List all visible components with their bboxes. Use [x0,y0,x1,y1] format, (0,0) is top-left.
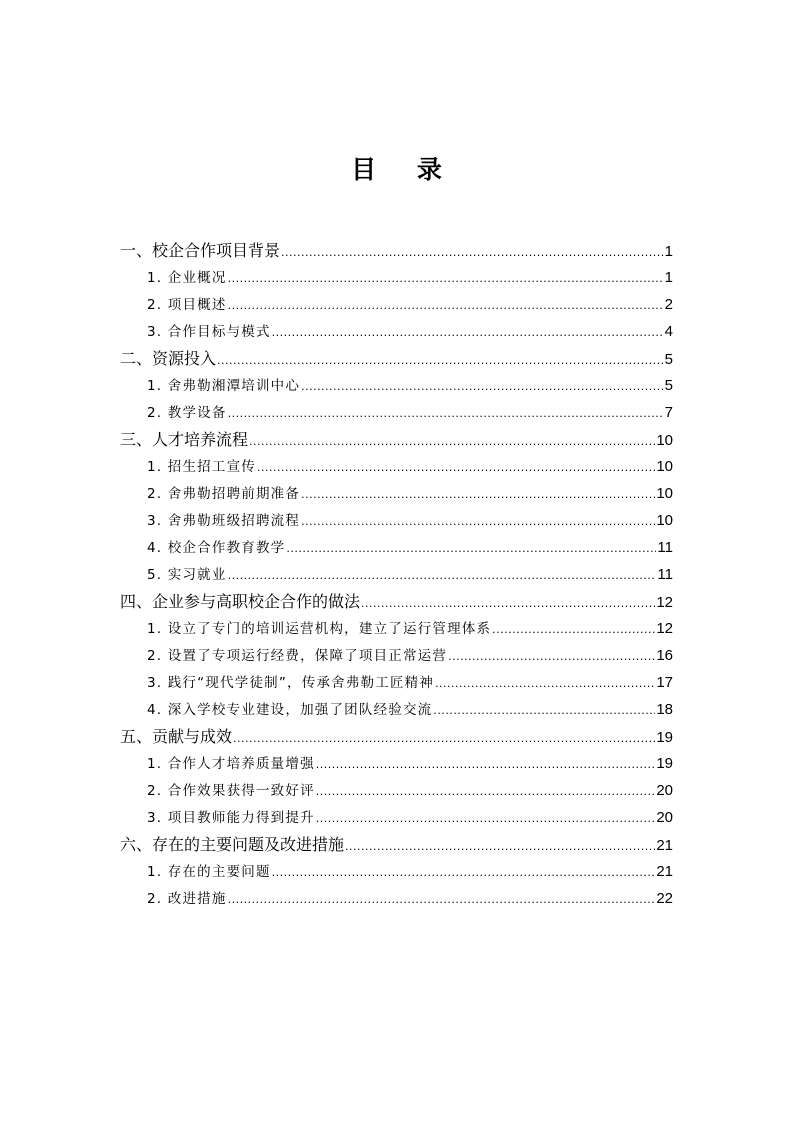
toc-entry-3-2[interactable] [147,480,673,507]
toc-entry-text: 1. 存在的主要问题 [147,864,271,880]
toc-page-number: 1 [664,243,673,260]
toc-entry-4-1[interactable] [147,615,673,642]
toc-entry-text: 1. 合作人才培养质量增强 [147,756,315,772]
toc-page-number: 21 [656,837,673,854]
toc-page-number: 16 [656,647,673,664]
toc-dot-leader [361,590,655,617]
toc-entry-text: 2. 设置了专项运行经费，保障了项目正常运营 [147,648,448,664]
toc-page-number: 22 [656,890,673,907]
toc-entry-5-3[interactable] [147,804,673,831]
toc-entry-text: 4. 校企合作教育教学 [147,540,286,556]
toc-entry-section-3[interactable] [120,426,673,453]
toc-entry-6-2[interactable] [147,885,673,912]
toc-page-number: 19 [656,729,673,746]
toc-entry-text: 1. 企业概况 [147,270,227,286]
toc-page-number: 10 [656,512,673,529]
toc-dot-leader [228,265,664,292]
toc-entry-text: 2. 教学设备 [147,405,227,421]
toc-page-number: 11 [657,539,673,556]
toc-dot-leader [233,725,655,752]
toc-entry-text: 4. 深入学校专业建设，加强了团队经验交流 [147,702,433,718]
toc-dot-leader [301,373,664,400]
toc-entry-text: 2. 合作效果获得一致好评 [147,783,315,799]
toc-entry-4-2[interactable] [147,642,673,669]
toc-page-number: 5 [664,377,673,394]
toc-dot-leader [433,697,655,724]
toc-dot-leader [228,400,664,427]
toc-entry-1-3[interactable] [147,318,673,345]
toc-entry-1-1[interactable] [147,264,673,291]
toc-entry-text: 2. 改进措施 [147,891,227,907]
toc-entry-5-1[interactable] [147,750,673,777]
toc-page-number: 10 [656,432,673,449]
toc-dot-leader [228,292,664,319]
toc-entry-3-1[interactable] [147,453,673,480]
toc-entry-4-4[interactable] [147,696,673,723]
toc-entry-text: 1. 招生招工宣传 [147,459,256,475]
toc-entry-1-2[interactable] [147,291,673,318]
toc-dot-leader [492,616,655,643]
toc-page-number: 11 [657,566,673,583]
toc-entry-text: 3. 践行“现代学徒制”，传承舍弗勒工匠精神 [147,675,435,691]
toc-page-number: 12 [656,594,673,611]
toc-page-number: 4 [664,323,673,340]
toc-entry-5-2[interactable] [147,777,673,804]
toc-entry-section-1[interactable] [120,237,673,264]
toc-entry-text: 三、人才培养流程 [120,430,249,449]
toc-dot-leader [272,859,656,886]
toc-entry-3-4[interactable] [147,534,673,561]
toc-page-number: 21 [656,863,673,880]
toc-entry-2-2[interactable] [147,399,673,426]
toc-entry-text: 六、存在的主要问题及改进措施 [120,835,345,854]
toc-entry-text: 1. 设立了专门的培训运营机构，建立了运行管理体系 [147,621,492,637]
toc-entry-section-2[interactable] [120,345,673,372]
toc-entry-section-4[interactable] [120,588,673,615]
toc-dot-leader [345,833,655,860]
toc-dot-leader [435,670,655,697]
toc-dot-leader [301,508,655,535]
toc-entry-text: 3. 合作目标与模式 [147,324,271,340]
toc-page-number: 18 [656,701,673,718]
toc-entry-text: 1. 舍弗勒湘潭培训中心 [147,378,301,394]
toc-dot-leader [228,562,657,589]
toc-entry-text: 2. 舍弗勒招聘前期准备 [147,486,301,502]
toc-entry-text: 3. 项目教师能力得到提升 [147,810,315,826]
toc-dot-leader [301,481,655,508]
toc-page-number: 2 [664,296,673,313]
toc-entry-text: 一、校企合作项目背景 [120,241,281,260]
toc-dot-leader [316,751,656,778]
toc-entry-6-1[interactable] [147,858,673,885]
toc-entry-text: 五、贡献与成效 [120,727,233,746]
toc-page-number: 10 [656,458,673,475]
toc-entry-text: 5. 实习就业 [147,567,227,583]
toc-dot-leader [316,778,656,805]
toc-entry-3-5[interactable] [147,561,673,588]
toc-dot-leader [272,319,664,346]
toc-page-number: 5 [664,351,673,368]
toc-page-number: 19 [656,755,673,772]
toc-page-number: 1 [664,269,673,286]
toc-entry-3-3[interactable] [147,507,673,534]
toc-entry-4-3[interactable] [147,669,673,696]
toc-entry-text: 二、资源投入 [120,349,217,368]
toc-dot-leader [316,805,656,832]
toc-dot-leader [228,886,656,913]
toc-entry-2-1[interactable] [147,372,673,399]
toc-dot-leader [257,454,655,481]
toc-page-number: 7 [664,404,673,421]
toc-dot-leader [249,428,655,455]
toc-page-number: 20 [656,782,673,799]
toc-dot-leader [286,535,656,562]
toc-dot-leader [281,239,664,266]
toc-entry-section-6[interactable] [120,831,673,858]
toc-page-number: 12 [656,620,673,637]
toc-dot-leader [217,347,664,374]
toc-entry-text: 3. 舍弗勒班级招聘流程 [147,513,301,529]
toc-page-number: 20 [656,809,673,826]
page-title: 目 录 [351,155,458,184]
toc-entry-section-5[interactable] [120,723,673,750]
toc-page-number: 10 [656,485,673,502]
toc-entry-text: 2. 项目概述 [147,297,227,313]
toc-entry-text: 四、企业参与高职校企合作的做法 [120,592,361,611]
toc-page-number: 17 [656,674,673,691]
toc-dot-leader [448,643,655,670]
